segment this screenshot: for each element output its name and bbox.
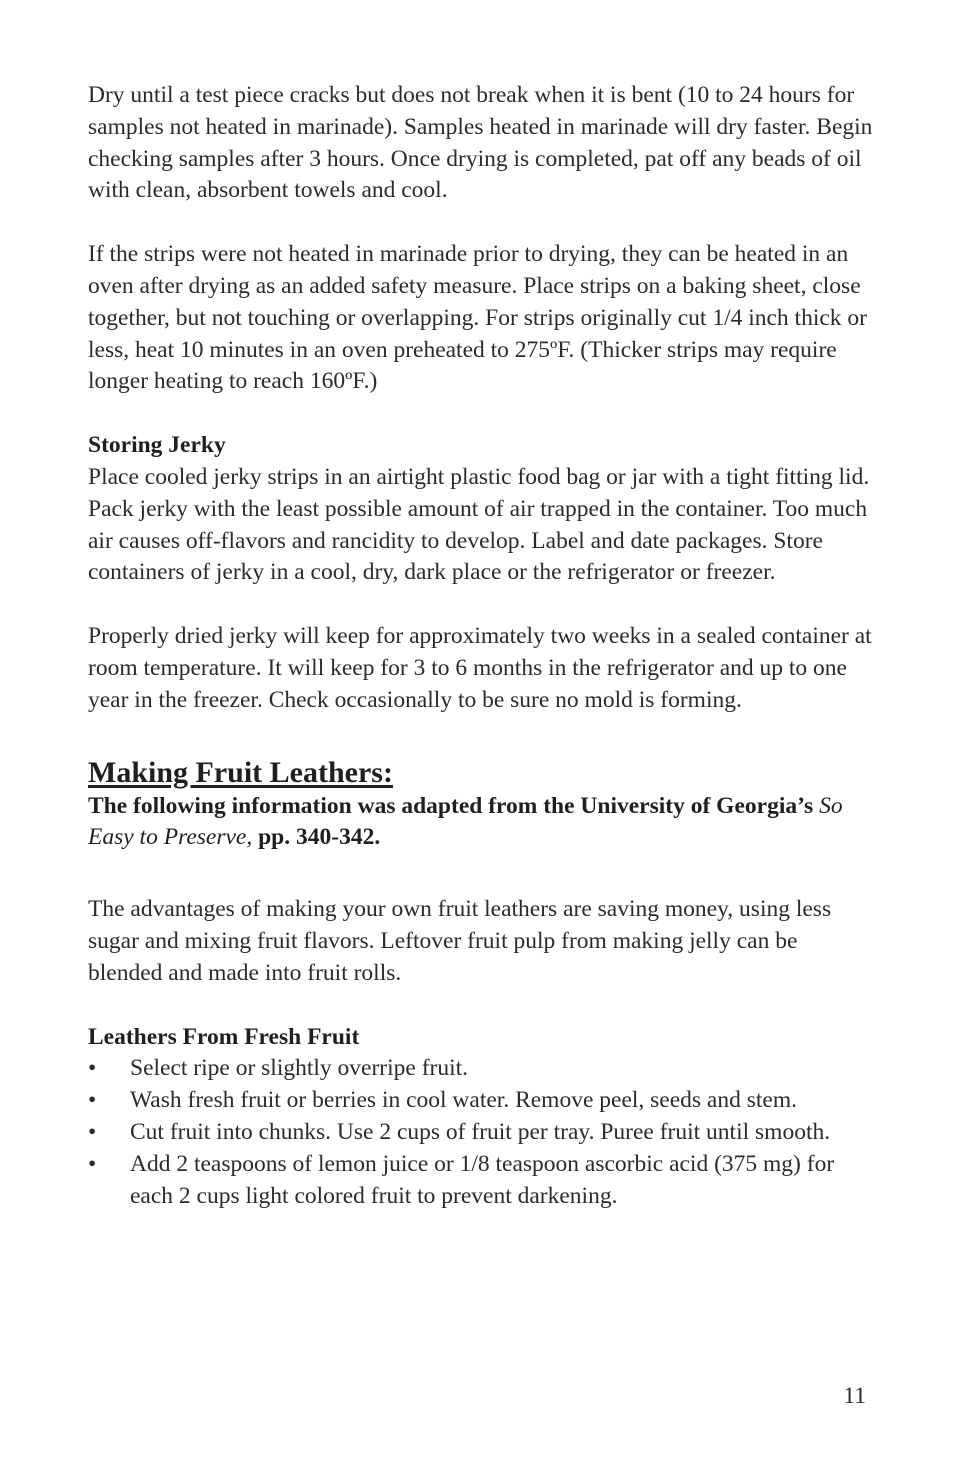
section-storing-jerky	[88, 430, 873, 589]
paragraph-storing-2: Properly dried jerky will keep for approximately two weeks in a sealed container at room temperature. It will keep for 3 to 6 months in the refrigerator and up to one year in the freezer. Check occasionally to be sure no mold is forming.	[88, 623, 872, 713]
list-item	[88, 1085, 873, 1117]
list-item	[88, 1149, 873, 1213]
list-item	[88, 1117, 873, 1149]
bullet-icon: •	[88, 1118, 97, 1145]
bullet-icon: •	[88, 1150, 97, 1177]
adapted-from-note	[88, 791, 873, 855]
section-leathers-fresh-fruit	[88, 1022, 873, 1213]
heading-making-fruit-leathers: Making Fruit Leathers:	[88, 755, 393, 789]
bullet-icon: •	[88, 1055, 97, 1082]
heading-leathers-fresh-fruit: Leathers From Fresh Fruit	[88, 1023, 360, 1050]
paragraph-drying: Dry until a test piece cracks but does not break when it is bent (10 to 24 hours for samples not heated in marinade). Samples heated in marinade will dry faster. Begin checking samples after 3 hours. Once drying is completed, pat off any beads of oil with clean, absorbent towels and cool.	[88, 82, 873, 204]
list-item-text: Wash fresh fruit or berries in cool water. Remove peel, seeds and stem.	[130, 1087, 797, 1114]
paragraph-storing-1: Place cooled jerky strips in an airtight plastic food bag or jar with a tight fitting lid. Pack jerky with the least possible amount of air trapped in the container. Too much air causes off-flavors and rancidity to develop. Label and date packages. Store containers of jerky in a cool, dry, dark place or the refrigerator or freezer.	[88, 463, 870, 586]
adapted-pages: pp. 340-342.	[258, 824, 381, 851]
adapted-source-title: So Easy to Preserve,	[88, 792, 843, 851]
heading-storing-jerky: Storing Jerky	[88, 432, 226, 459]
list-item-text: Add 2 teaspoons of lemon juice or 1/8 teaspoon ascorbic acid (375 mg) for each 2 cups light colored fruit to prevent darkening.	[130, 1150, 835, 1209]
bullet-icon: •	[88, 1087, 97, 1114]
list-item	[88, 1053, 873, 1085]
adapted-prefix: The following information was adapted from the University of Georgia’s	[88, 792, 814, 819]
list-item-text: Select ripe or slightly overripe fruit.	[130, 1055, 469, 1082]
page-number: 11	[843, 1383, 866, 1409]
paragraph-fruit-leather-intro: The advantages of making your own fruit leathers are saving money, using less sugar and mixing fruit flavors. Leftover fruit pulp from making jelly can be blended and made into fruit rolls.	[88, 896, 832, 986]
bullet-list	[88, 1053, 873, 1212]
page-content	[88, 80, 873, 1212]
list-item-text: Cut fruit into chunks. Use 2 cups of fruit per tray. Puree fruit until smooth.	[130, 1118, 831, 1145]
section-fruit-leathers	[88, 755, 873, 1213]
paragraph-oven-heating: If the strips were not heated in marinade prior to drying, they can be heated in an oven after drying as an added safety measure. Place strips on a baking sheet, close together, but not touching or overlapping. For strips originally cut 1/4 inch thick or less, heat 10 minutes in an oven preheated to 275ºF. (Thicker strips may require longer heating to reach 160ºF.)	[88, 241, 867, 395]
